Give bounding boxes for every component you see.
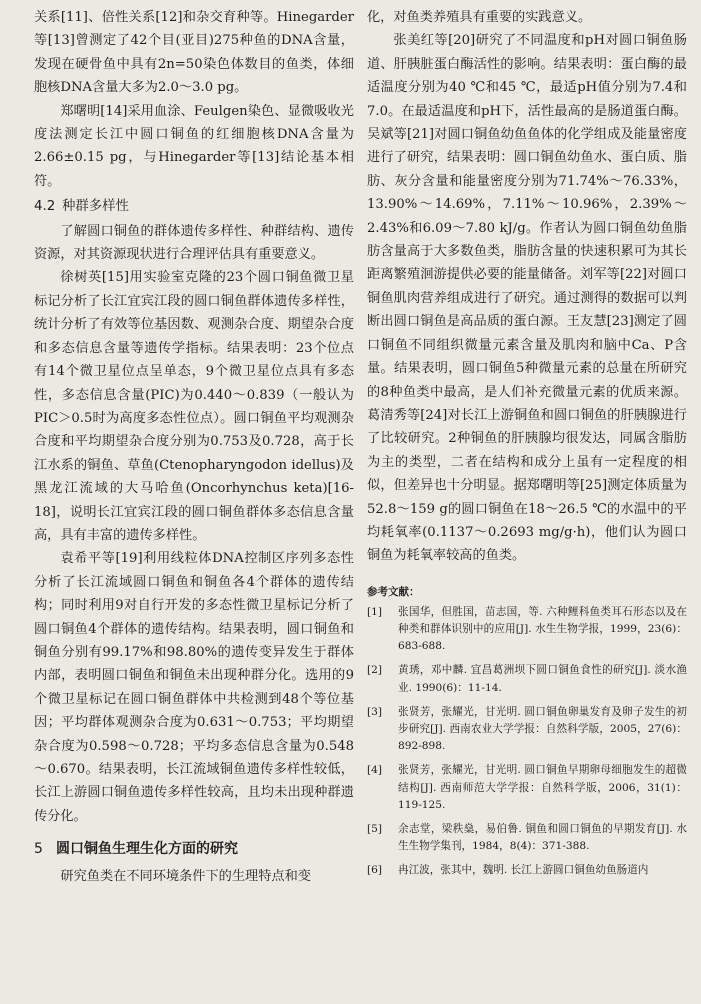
- references-title: 参考文献：: [367, 585, 420, 598]
- reference-text: 黄琇，邓中麟. 宜昌葛洲坝下圆口铜鱼食性的研究[J]. 淡水渔业. 1990(6)：11-14.: [398, 664, 687, 694]
- reference-index: [6]: [367, 864, 383, 877]
- reference-index: [3]: [367, 705, 383, 718]
- heading-title: 种群多样性: [62, 199, 129, 215]
- reference-item: [367, 862, 687, 879]
- right-column: [367, 6, 687, 887]
- reference-item: [367, 762, 687, 814]
- reference-text: 张贤芳，张耀光，甘光明. 圆口铜鱼卵巢发育及卵子发生的初步研究[J]. 西南农业大学学报：自然科学版，2005，27(6)：892-898.: [398, 705, 687, 753]
- reference-item: [367, 704, 687, 756]
- reference-text: 张贤芳，张耀光，甘光明. 圆口铜鱼早期卵母细胞发生的超微结构[J]. 西南师范大学学报：自然科学版，2006，31(1)：119-125.: [398, 764, 687, 811]
- reference-text: 张国华，但胜国，苗志国，等. 六种鲤科鱼类耳石形态以及在种类和群体识别中的应用[J]. 水生生物学报，1999，23(6)：683-688.: [398, 605, 687, 653]
- right-column-body: [367, 6, 687, 568]
- paragraph: 关系[11]、倍性关系[12]和杂交育种等。Hinegarder等[13]曾测定了42个目(亚目)275种鱼的DNA含量，发现在硬骨鱼中具有2n=50染色体数目的鱼类，体细胞核DNA含量大多为2.0～3.0 pg。: [34, 10, 354, 96]
- section-heading: [34, 838, 354, 861]
- reference-item: [367, 604, 687, 656]
- heading-title: 圆口铜鱼生理生化方面的研究: [56, 841, 238, 858]
- reference-item: [367, 662, 687, 696]
- left-column: [34, 6, 354, 888]
- reference-list: [367, 604, 687, 880]
- reference-item: [367, 821, 687, 855]
- reference-index: [4]: [367, 764, 383, 777]
- reference-index: [1]: [367, 605, 383, 618]
- subsection-heading: [34, 195, 354, 218]
- paragraph: 张美红等[20]研究了不同温度和pH对圆口铜鱼肠道、肝胰脏蛋白酶活性的影响。结果表明：蛋白酶的最适温度分别为40 ℃和45 ℃，最适pH值分别为7.4和7.0。在最适温度和pH下，活性最高的是肠道蛋白酶。吴斌等[21]对圆口铜鱼幼鱼鱼体的化学组成及能量密度进行了研究，结果表明：圆口铜鱼幼鱼水、蛋白质、脂肪、灰分含量和能量密度分别为71.74%～76.33%，13.90%～14.69%，7.11%～10.96%，2.39%～2.43%和6.09～7.80 kJ/g。作者认为圆口铜鱼幼鱼脂肪含量高于大多数鱼类，脂肪含量的快速积累可为其长距离繁殖洄游提供必要的能量储备。刘军等[22]对圆口铜鱼肌肉营养组成进行了研究。通过测得的数据可以判断出圆口铜鱼是高品质的蛋白源。王友慧[23]测定了圆口铜鱼不同组织微量元素含量及肌肉和脑中Ca、P含量。结果表明，圆口铜鱼5种微量元素的总量在所研究的8种鱼类中最高，是人们补充微量元素的优质来源。葛清秀等[24]对长江上游铜鱼和圆口铜鱼的肝胰腺进行了比较研究。2种铜鱼的肝胰腺均很发达，同属含脂肪为主的类型，二者在结构和成分上虽有一定程度的相似，但差异也十分明显。据郑曙明等[25]测定体质量为52.8～159 g的圆口铜鱼在18～26.5 ℃的水温中的平均耗氧率(0.1137～0.2693 mg/g·h)，他们认为圆口铜鱼为耗氧率较高的鱼类。: [367, 33, 687, 564]
- reference-text: 冉江波，张其中，魏明. 长江上游圆口铜鱼幼鱼肠道内: [398, 864, 649, 877]
- heading-number: 4.2: [34, 199, 56, 215]
- paragraph: 袁希平等[19]利用线粒体DNA控制区序列多态性分析了长江流域圆口铜鱼和铜鱼各4个群体的遗传结构；同时利用9对自行开发的多态性微卫星标记分析了圆口铜鱼4个群体的遗传结构。结果表明，圆口铜鱼和铜鱼分别有99.17%和98.80%的遗传变异发生于群体内部，表明圆口铜鱼和铜鱼未出现种群分化。选用的9个微卫星标记在圆口铜鱼群体中共检测到48个等位基因；平均群体观测杂合度为0.631～0.753；平均期望杂合度为0.598～0.728；平均多态信息含量为0.548～0.670。结果表明，长江流域铜鱼遗传多样性较低，长江上游圆口铜鱼遗传多样性较高，且均未出现种群遗传分化。: [34, 551, 354, 824]
- paragraph: 研究鱼类在不同环境条件下的生理特点和变: [60, 868, 311, 884]
- reference-text: 余志堂，梁秩燊，易伯鲁. 铜鱼和圆口铜鱼的早期发育[J]. 水生生物学集刊，1984，8(4)：371-388.: [398, 822, 687, 853]
- reference-index: [5]: [367, 822, 383, 835]
- reference-index: [2]: [367, 664, 383, 677]
- paragraph: 化，对鱼类养殖具有重要的实践意义。: [367, 10, 592, 25]
- paragraph: 了解圆口铜鱼的群体遗传多样性、种群结构、遗传资源，对其资源现状进行合理评估具有重要意义。: [34, 223, 354, 263]
- paragraph: 徐树英[15]用实验室克隆的23个圆口铜鱼微卫星标记分析了长江宜宾江段的圆口铜鱼群体遗传多样性，统计分析了有效等位基因数、观测杂合度、期望杂合度和多态信息含量等遗传学指标。结果表明：23个位点有14个微卫星位点呈单态，9个微卫星位点具有多态性，多态信息含量(PIC)为0.440～0.839（一般认为PIC＞0.5时为高度多态性位点）。圆口铜鱼平均观测杂合度和平均期望杂合度分别为0.753及0.728，高于长江水系的铜鱼、草鱼(Ctenopharyngodon idellus)及黑龙江流域的大马哈鱼(Oncorhynchus keta)[16-18]，说明长江宜宾江段的圆口铜鱼群体多态信息含量高，具有丰富的遗传多样性。: [34, 270, 354, 543]
- paragraph: 郑曙明[14]采用血涂、Feulgen染色、显微吸收光度法测定长江中圆口铜鱼的红细胞核DNA含量为2.66±0.15 pg，与Hinegarder等[13]结论基本相符。: [34, 103, 354, 189]
- heading-number: 5: [34, 841, 43, 858]
